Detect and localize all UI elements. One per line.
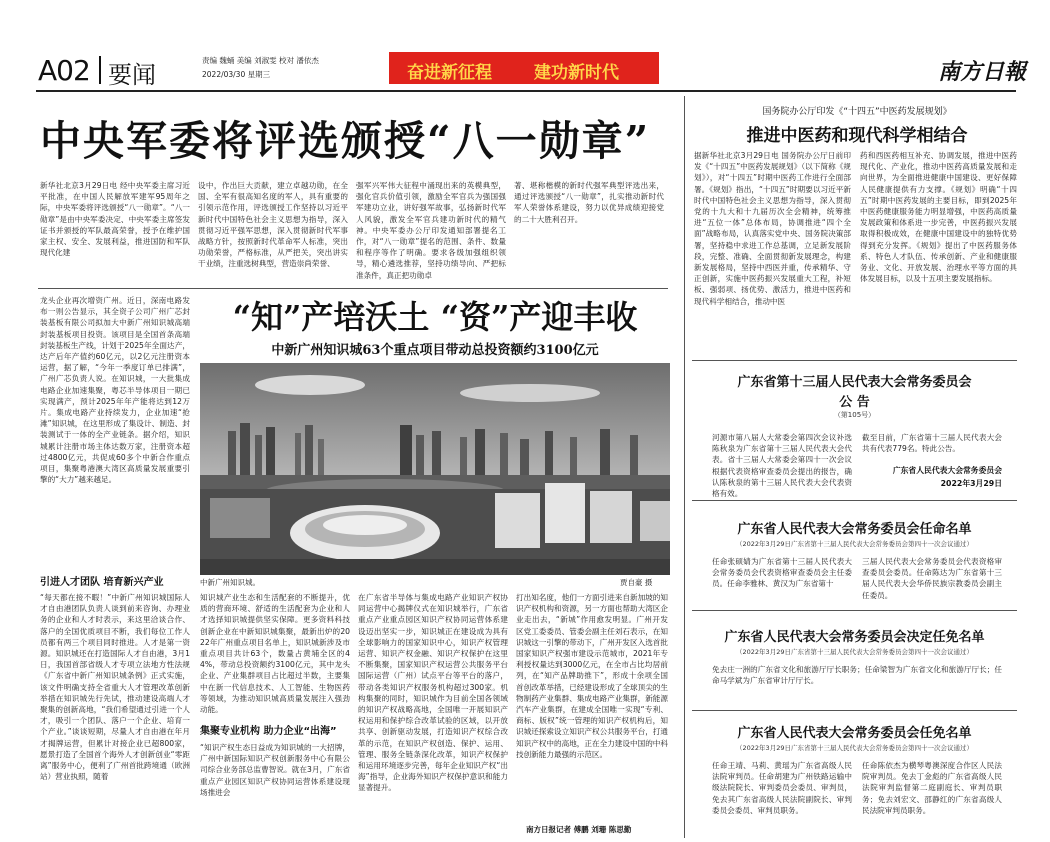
notice-4-text-2: 任命陈依杰为横琴粤澳深度合作区人民法院审判员。免去丁金彪的广东省高级人民法院审判监督第二庭副庭长、审判员职务；免去刘宏文、邵静红的广东省高级人民法院审判员职务。 [862, 761, 1002, 815]
notice-1-subtitle: 公 告 [839, 395, 870, 410]
notice-3-title: 广东省人民代表大会常务委员会决定任免名单 [724, 630, 985, 645]
lead-bottom-rule [38, 288, 668, 289]
reporter-byline: 南方日报记者 傅鹏 刘珊 陈思勤 [526, 825, 632, 834]
banner-left-text: 奋进新征程 [407, 63, 492, 83]
feature-mid-1: 知识城产业生态和生活配套的不断提升，优质的营商环境、舒适的生活配套为企业和人才选择知识城提供坚实保障。更多资料科技创新企业在中新知识城集聚，最新出炉的2022年广州重点项目名单上，知识城新涉及市重点项目共计63个，数量占黄埔全区的44%，带动总投资额约3100亿元，其中龙头企业、产业集群项目占比超过半数，主要集中在新一代信息技术、人工智能、生物医药等领域，为推动知识城高质量发展注入强劲动能。 [200, 593, 350, 715]
feature-left-bottom: “每天都在接不暇！”中新广州知识城国际人才自由港团队负责人谈到前来咨询、办理业务的企业和人才时表示，来这里洽谈合作、落户的全国优质项目不断，我们每位工作人员都有两三个项目同时推进。人才是第一资源。知识城还在打造国际人才自由港，3月1日，我国首部省级人才专项立法地方性法规《广东省中新广州知识城条例》正式实施，该文件明确支持全省重大人才管理改革创新举措在知识城先行先试，推动建设高端人才聚集的创新高地，“我们希望通过引进一个人才，吸引一个团队、落户一个企业、培育一个产业。”谈谈短期，尽量人才自由港在年月才揭牌运营，但累计对接企业已超800家，愿景打造了全国首个海外人才创新创业“零距离”服务中心，便利了广州首批跨境通（欧洲站）营业执照，随着 [40, 593, 190, 782]
feature-mid-2: 在广东省半导体与集成电路产业知识产权协同运营中心揭牌仪式在知识城举行，广东省重点产业重点园区知识产权协同运营体系建设迈出坚实一步，知识城正在建设成为具有全球影响力的国家知识中心，知识产权管理运营、知识产权金融、知识产权保护在这里不断集聚，国家知识产权运营公共服务平台国际运营（广州）试点平台等平台的落户，带动各类知识产权服务机构超过300家。机构集聚的同时，知识城作为目前全国各领域的知识产权战略高地，全国唯一开展知识产权运用和保护综合改革试验的区域，以开放共享、创新驱动发展，打造知识产权综合改革的示范，在知识产权创造、保护、运用、管理、服务全链条深化改革，知识产权保护和运用环境逐步完善，每年企业知识产权“出海”指导，企业海外知识产权保护意识和能力显著提升。 [358, 593, 508, 793]
lead-headline: 中央军委将评选颁授“八一勋章” [40, 117, 651, 165]
page-code: A02 [38, 54, 90, 87]
photo-caption: 中新广州知识城。 [200, 578, 260, 587]
banner [389, 52, 659, 84]
right-rule-1 [692, 360, 1017, 361]
lead-col-2: 设中，作出巨大贡献，建立卓越功勋，在全国、全军有很高知名度的军人，具有重要的引领示范作用，评选颁授工作坚持以习近平新时代中国特色社会主义思想为指导，深入贯彻习近平强军思想，深入贯彻新时代军事战略方针，按照新时代革命军人标准，突出功勋荣誉，严格标准，从严把关，突出讲实干业绩，注重选树典型，营造崇尚荣誉、 [198, 181, 348, 269]
photo-credit: 贾自豪 摄 [620, 578, 653, 587]
notice-1-number: （第105号） [833, 411, 876, 419]
notice-2-text-2: 三届人民代表大会常务委员会代表资格审查委员会委员。任命陈达为广东省第十三届人民代表大会华侨民族宗教委员会副主任委员。 [862, 557, 1002, 600]
notice-1-signature: 广东省人民代表大会常务委员会 [892, 466, 1002, 475]
page-code-divider [99, 56, 101, 84]
right-col-b: 药和西医药相互补充、协调发展，推进中医药现代化、产业化，推动中医药高质量发展和走向世界，为全面推进健康中国建设、更好保障人民健康提供有力支撑。《规划》明确“十四五”时期中医药发展的主要目标，即到2025年中医药健康服务能力明显增强，中医药高质量发展政策和体系进一步完善，中医药振兴发展取得积极成效，在健康中国建设中的独特优势得到充分发挥。《规划》提出了中医药服务体系、特色人才队伍、传承创新、产业和健康服务业、文化、开放发展、治理水平等方面的具体发展目标，以及十五项主要发展指标。 [860, 151, 1017, 284]
masthead [0, 0, 1050, 92]
notice-4-title: 广东省人民代表大会常务委员会任免名单 [737, 726, 972, 741]
lead-col-1: 新华社北京3月29日电 经中央军委主席习近平批准，在中国人民解放军建军95周年之际，中央军委将评选颁授“八一勋章”。“八一勋章”是由中央军委决定、中央军委主席签发证书并颁授的军队最高荣誉，授予在维护国家主权、安全、发展利益，推进国防和军队现代化建 [40, 181, 190, 258]
feature-mid-1b: “知识产权生态日益成为知识城的一大招牌，广州中新国际知识产权创新服务中心有限公司综合业务部总监曹智说。就在3月，广东省重点产业园区知识产权协同运营体系建设现场推进会 [200, 743, 350, 797]
notice-2-note: （2022年3月29日广东省第十三届人民代表大会常务委员会第四十一次会议通过） [736, 540, 973, 548]
feature-subtitle: 中新广州知识城63个重点项目带动总投资额约3100亿元 [271, 343, 599, 358]
notice-1-title: 广东省第十三届人民代表大会常务委员会 [737, 375, 972, 390]
notice-4-note: （2022年3月29日广东省第十三届人民代表大会常务委员会第四十一次会议通过） [736, 744, 973, 752]
right-column-rule [684, 96, 685, 838]
notice-2-title: 广东省人民代表大会常务委员会任命名单 [737, 522, 972, 537]
notice-3-text: 免去庄一洲的广东省文化和旅游厅厅长职务；任命梁智为广东省文化和旅游厅厅长；任命马学斌为广东省审计厅厅长。 [712, 665, 1002, 686]
feature-mid-subhead: 集聚专业机构 助力企业“出海” [200, 726, 337, 737]
feature-left-subhead: 引进人才团队 培育新兴产业 [40, 577, 164, 588]
feature-title: “知”产培沃土 “资”产迎丰收 [232, 298, 638, 336]
section-name: 要闻 [108, 61, 156, 89]
notice-4-text: 任命王靖、马莉、黄瑶为广东省高级人民法院审判员。任命胡建为广州铁路运输中级法院院长、审判委员会委员、审判员，免去其广东省高级人民法院副院长、审判委员会委员、审判员职务。 [712, 761, 852, 815]
right-rule-2 [692, 500, 1017, 501]
notice-1-date: 2022年3月29日 [940, 479, 1002, 488]
notice-3-note: （2022年3月29日广东省第十三届人民代表大会常务委员会第四十一次会议通过） [736, 648, 973, 656]
feature-left-top: 龙头企业再次增资广州。近日，深南电路发布一则公告显示，其全资子公司广州广芯封装基板有限公司拟加大中新广州知识城高端封装基板项目投资。该项目是全国首条高端封装基板生产线，计划于2025年全面达产，达产后年产值约60亿元，以2亿元注册资本运营，据了解，“今年一季度订单已排满”，广州广芯负责人说。在知识城，一大批集成电路企业加速集聚，粤芯半导体项目一期已实现满产，预计2025年年产能将达到12万片。集成电路产业持续发力，企业加速“抢滩”知识城，在这里形成了集设计、制造、封装测试于一体的全产业链条。据介绍，知识城累计注册市场主体达数万家，注册资本超过4800亿元，共促成60多个中新合作重点项目，集聚粤港澳大湾区高质量发展重要引擎的“大力”越来越足。 [40, 296, 190, 485]
right-headline: 推进中医药和现代科学相结合 [746, 126, 968, 146]
right-col-a: 据新华社北京3月29日电 国务院办公厅日前印发《“十四五”中医药发展规划》（以下简称《规划》），对“十四五”时期中医药工作进行全面部署。《规划》指出，“十四五”时期要以习近平新时代中国特色社会主义思想为指导，深入贯彻党的十九大和十九届历次全会精神，统筹推进“五位一体”总体布局，协调推进“四个全面”战略布局，认真落实党中央、国务院决策部署，坚持稳中求进工作总基调，立足新发展阶段，完整、准确、全面贯彻新发展理念，构建新发展格局，坚持中西医并重，传承精华、守正创新，实施中医药振兴发展重大工程，补短板、强弱项、扬优势、激活力，推进中医药和现代科学相结合，推动中医 [694, 151, 851, 306]
right-kicker: 国务院办公厅印发《“十四五”中医药发展规划》 [762, 107, 952, 117]
lead-col-4: 著、堪称楷模的新时代强军典型评选出来，通过评选颁授“八一勋章”，扎实推动新时代军人荣誉体系建设，努力以优异成绩迎接党的二十大胜利召开。 [514, 181, 664, 224]
paper-logo: 南方日報 [938, 59, 1027, 85]
lead-col-3: 强军兴军伟大征程中涌现出来的英模典型，强化官兵价值引领，激励全军官兵为强国强军建功立业，讲好强军故事，弘扬新时代军人风貌，激发全军官兵建功新时代的精气神。中央军委办公厅印发通知部署提名工作，对“八一勋章”提名的范围、条件、数量和程序等作了明确。要求各级加强组织领导，精心遴选推荐，坚持功绩导向、严把标准条件，真正把功勋卓 [356, 181, 506, 280]
notice-1-text-2: 截至目前，广东省第十三届人民代表大会共有代表779名。特此公告。 [862, 433, 1002, 454]
banner-right-text: 建功新时代 [534, 63, 619, 83]
feature-mid-3: 打出知名度，他们一方面引进来自新加坡的知识产权机构和资源，另一方面也帮助大湾区企业走出去，“新城”作用愈发明显。广州开发区党工委委员、管委会副主任刘石表示，在知识城这一引擎的带动下，广州开发区入选首批国家知识产权强市建设示范城市，2021年专利授权量达到3000亿元，在全市占比均居前列，在“知产品牌助推下”，形成十余项全国首创改革举措，已经建设形成了全球顶尖的生物制药产业集群、集成电路产业集群，新能源汽车产业集群，在建成全国唯一实现“专利、商标、版权”统一管理的知识产权机构后，知识城还探索设立知识产权公共服务平台，打通知识产权中的高地，正在全力建设中国的中科技创新能力最强的示范区。 [516, 593, 668, 759]
right-rule-4 [692, 710, 1017, 711]
notice-2-text: 任命张硕婧为广东省第十三届人民代表大会常务委员会代表资格审查委员会主任委员。任命李雅林、黄汉为广东省第十 [712, 557, 852, 589]
notice-1-text: 河源市第八届人大常委会第四次会议补选陈秋泉为广东省第十三届人民代表大会代表。省十三届人大常委会第四十一次会议根据代表资格审查委员会提出的报告，确认陈秋泉的第十三届人民代表大会代表资格有效。 [712, 433, 852, 499]
feature-photo [200, 363, 670, 575]
issue-date: 2022/03/30 星期三 [202, 70, 271, 79]
city-skyline-illustration [200, 363, 670, 575]
right-rule-3 [692, 610, 1017, 611]
credits: 责编 魏蛹 美编 刘淑雯 校对 潘依杰 [202, 56, 319, 65]
masthead-rule [36, 90, 1016, 92]
